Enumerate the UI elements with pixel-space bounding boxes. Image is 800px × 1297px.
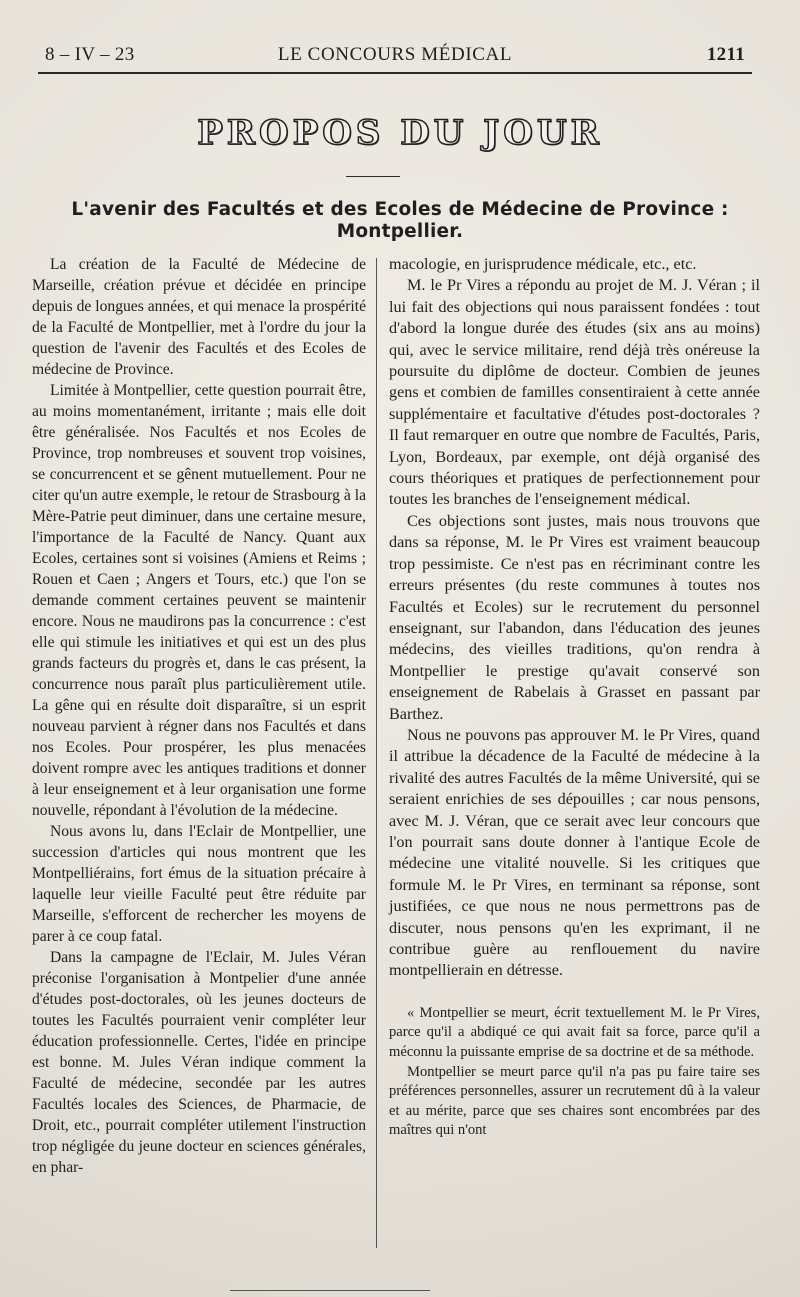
- paragraph: Ces objections sont justes, mais nous trouvons que dans sa réponse, M. le Pr Vires est vraiment beaucoup trop pessimiste. Ce n'est pas en récriminant contre les erreurs présentes (du reste communes à toutes nos Facultés et Ecoles) sur le recrutement du personnel enseignant, sur l'abandon, dans l'éducation des jeunes médecins, des vieilles traditions, qu'on rendra à Montpellier le prestige qu'avait conservé son enseignement de Rabelais à Grasset en passant par Barthez.: [389, 511, 760, 723]
- column-divider: [376, 258, 377, 1248]
- paragraph: Nous ne pouvons pas approuver M. le Pr Vires, quand il attribue la décadence de la Faculté de médecine à la rivalité des autres Facultés de la même Université, qui se seraient enrichies de ses dépouilles ; car nous pensons, avec M. J. Véran, que ce serait avec leur concours que l'on pourrait sans doute donner à l'antique Ecole de médecine une vitalité nouvelle. Si les critiques que formule M. le Pr Vires, en terminant sa réponse, sont justifiées, ce que nous ne nous permettrons pas de discuter, nous pensons qu'en les exprimant, il ne contribue guère au renflouement du navire montpellierain en détresse.: [389, 725, 760, 980]
- page-number: 1211: [706, 44, 745, 65]
- issue-date: 8 – IV – 23: [45, 44, 135, 65]
- paragraph: La création de la Faculté de Médecine de Marseille, création prévue et décidée en principe depuis de longues années, et qui menace la prospérité de la Faculté de Montpellier, met à l'ordre du jour la question de l'avenir des Facultés et des Ecoles de médecine de Province.: [32, 256, 366, 378]
- header-rule: [38, 72, 752, 74]
- section-title: PROPOS DU JOUR: [197, 113, 603, 153]
- paragraph: Limitée à Montpellier, cette question pourrait être, au moins momentanément, irritante ; mais elle doit être généralisée. Nos Facultés et nos Ecoles de Province, trop nombreuses et souvent trop voisines, se concurrencent et se gênent mutuellement. Pour ne citer qu'un autre exemple, le retour de Strasbourg à la Mère-Patrie peut diminuer, dans une certaine mesure, l'importance de la Faculté de Nancy. Quant aux Ecoles, certaines sont si voisines (Amiens et Reims ; Rouen et Caen ; Angers et Tours, etc.) que l'on se demande comment certaines peuvent se maintenir encore. Nous ne maudirons pas la concurrence : c'est elle qui stimule les initiatives et qui est un des plus grands facteurs du progrès et, dans le cas présent, la concurrence nous paraît plus particulièrement utile. La gêne qui en résulte doit disparaître, si un esprit nouveau parvient à régner dans nos Facultés et dans nos Ecoles. Pour prospérer, les plus menacées doivent rompre avec les antiques traditions et donner à leur enseignement et à leur organisation une forme nouvelle, répondant à l'évolution de la médecine.: [32, 382, 366, 819]
- bottom-rule: [230, 1290, 430, 1291]
- title-rule: [346, 176, 400, 177]
- note-spacer: [389, 982, 760, 1004]
- footnote-paragraph: « Montpellier se meurt, écrit textuellement M. le Pr Vires, parce qu'il a abdiqué ce qui avait fait sa force, parce qu'il a méconnu la puissante emprise de sa doctrine et de sa méthode.: [389, 1004, 760, 1060]
- right-column: [389, 254, 760, 1141]
- paragraph: M. le Pr Vires a répondu au projet de M. J. Véran ; il lui fait des objections qui nous paraissent fondées : tout d'abord la longue durée des études (six ans au moins) qui, avec le service militaire, rend déjà très onéreuse la poursuite du diplôme de docteur. Combien de jeunes gens et combien de familles consentiraient à cette année supplémentaire et facultative d'études post-doctorales ? Il faut remarquer en outre que nombre de Facultés, Paris, Lyon, Bordeaux, par exemple, ont déjà organisé des cours théoriques et pratiques de perfectionnement pour toutes les branches de l'enseignement médical.: [389, 276, 760, 509]
- paragraph: Nous avons lu, dans l'Eclair de Montpellier, une succession d'articles qui nous montrent que les Montpelliérains, fort émus de la situation précaire à laquelle leur vieille Faculté peut être réduite par Marseille, s'efforcent de rechercher les moyens de parer à ce coup fatal.: [32, 823, 366, 945]
- paragraph: Dans la campagne de l'Eclair, M. Jules Véran préconise l'organisation à Montpelier d'une année d'études post-doctorales, où les jeunes docteurs de toutes les Facultés pourraient venir compléter leur éducation professionnelle. Certes, l'idée en principe est bonne. M. Jules Véran indique comment la Faculté de médecine, secondée par les autres Facultés locales des Sciences, de Pharmacie, de Droit, etc., pourrait compléter utilement l'instruction trop négligée du jeune docteur en sciences générales, en phar-: [32, 949, 366, 1176]
- article-title: L'avenir des Facultés et des Ecoles de Médecine de Province : Montpellier.: [71, 199, 729, 242]
- journal-name: LE CONCOURS MÉDICAL: [277, 44, 513, 65]
- paragraph: macologie, en jurisprudence médicale, etc., etc.: [389, 255, 697, 273]
- footnote-paragraph: Montpellier se meurt parce qu'il n'a pas pu faire taire ses préférences personnelles, assurer un recrutement dû à la valeur et au mérite, parce que ses chaires sont encombrées par des maîtres qui n'ont: [389, 1063, 760, 1139]
- running-head: [45, 44, 745, 70]
- left-column: [32, 254, 366, 1178]
